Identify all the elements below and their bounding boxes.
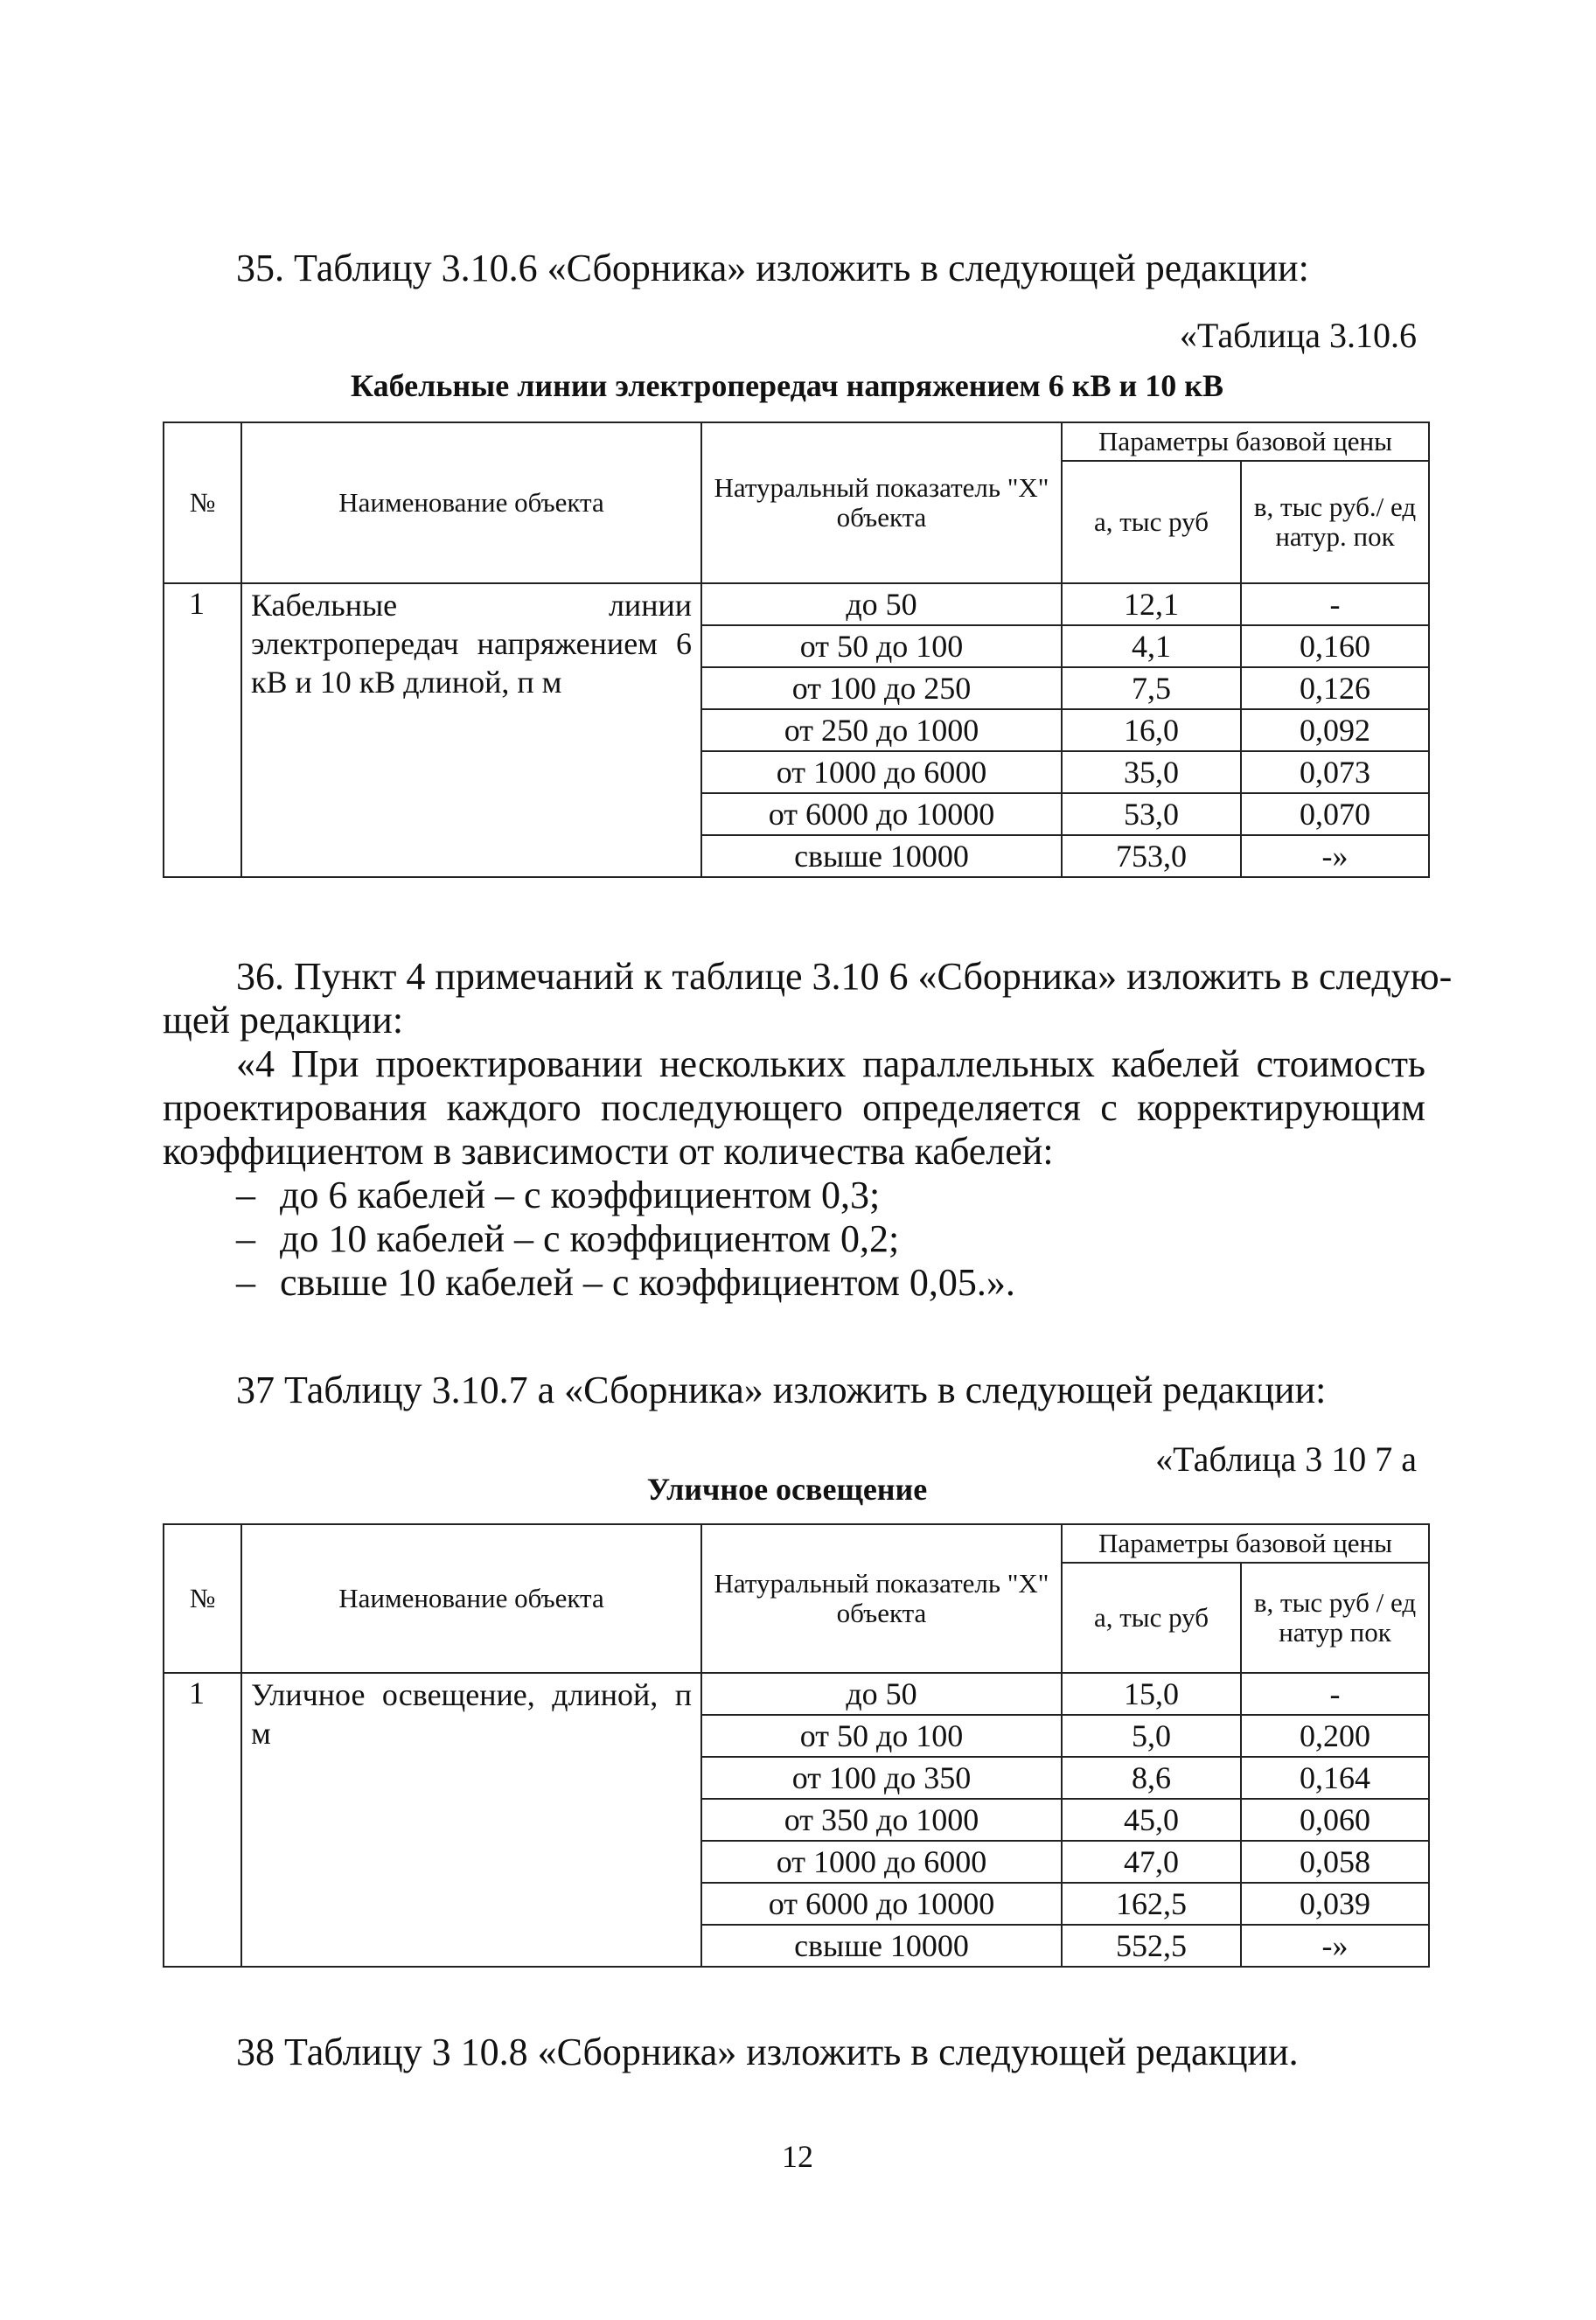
value-b: -	[1241, 583, 1429, 625]
table-3-10-6-label: «Таблица 3.10.6	[1179, 316, 1417, 355]
value-a: 47,0	[1062, 1841, 1241, 1883]
value-b: -	[1241, 1673, 1429, 1715]
bullet-item: до 10 кабелей – с коэффициентом 0,2;	[280, 1217, 900, 1260]
value-b: 0,164	[1241, 1757, 1429, 1799]
indicator-range: до 50	[701, 583, 1062, 625]
table-3-10-7a-label: «Таблица 3 10 7 а	[1155, 1439, 1417, 1479]
value-a: 45,0	[1062, 1799, 1241, 1841]
header-base-price-params: Параметры базовой цены	[1062, 1524, 1429, 1563]
value-b: 0,058	[1241, 1841, 1429, 1883]
value-a: 15,0	[1062, 1673, 1241, 1715]
section-36-heading-line2: щей редакции:	[163, 999, 404, 1042]
header-indicator: Натуральный показатель "X" объекта	[701, 422, 1062, 583]
note-4-line3: коэффициентом в зависимости от количества кабелей:	[163, 1130, 1054, 1173]
value-a: 4,1	[1062, 625, 1241, 667]
indicator-range: от 50 до 100	[701, 625, 1062, 667]
value-a: 12,1	[1062, 583, 1241, 625]
header-a: а, тыс руб	[1062, 1563, 1241, 1673]
header-b: в, тыс руб./ ед натур. пок	[1241, 461, 1429, 583]
header-no: №	[164, 1524, 241, 1673]
header-a: а, тыс руб	[1062, 461, 1241, 583]
value-a: 162,5	[1062, 1883, 1241, 1925]
value-a: 7,5	[1062, 667, 1241, 709]
value-b: 0,200	[1241, 1715, 1429, 1757]
indicator-range: от 6000 до 10000	[701, 1883, 1062, 1925]
value-a: 753,0	[1062, 835, 1241, 877]
header-base-price-params: Параметры базовой цены	[1062, 422, 1429, 461]
value-b: 0,073	[1241, 751, 1429, 793]
value-b: 0,060	[1241, 1799, 1429, 1841]
section-36-heading-line1: 36. Пункт 4 примечаний к таблице 3.10 6 «Сборника» изложить в следую-	[236, 955, 1453, 998]
header-indicator: Натуральный показатель "X" объекта	[701, 1524, 1062, 1673]
value-a: 8,6	[1062, 1757, 1241, 1799]
indicator-range: от 1000 до 6000	[701, 751, 1062, 793]
indicator-range: свыше 10000	[701, 1925, 1062, 1967]
indicator-range: от 350 до 1000	[701, 1799, 1062, 1841]
bullet-item: до 6 кабелей – с коэффициентом 0,3;	[280, 1174, 881, 1216]
value-b: 0,092	[1241, 709, 1429, 751]
bullet-dash: –	[236, 1174, 255, 1216]
value-a: 5,0	[1062, 1715, 1241, 1757]
indicator-range: от 50 до 100	[701, 1715, 1062, 1757]
table-3-10-7a	[163, 1523, 1430, 1968]
value-a: 53,0	[1062, 793, 1241, 835]
bullet-dash: –	[236, 1217, 255, 1260]
value-a: 552,5	[1062, 1925, 1241, 1967]
indicator-range: от 1000 до 6000	[701, 1841, 1062, 1883]
section-38-heading: 38 Таблицу 3 10.8 «Сборника» изложить в следующей редакции.	[236, 2031, 1299, 2073]
table-3-10-7a-title: Уличное освещение	[646, 1472, 928, 1507]
value-b: 0,039	[1241, 1883, 1429, 1925]
value-b: 0,126	[1241, 667, 1429, 709]
value-a: 16,0	[1062, 709, 1241, 751]
section-35-heading: 35. Таблицу 3.10.6 «Сборника» изложить в следующей редакции:	[236, 247, 1309, 289]
bullet-item: свыше 10 кабелей – с коэффициентом 0,05.».	[280, 1261, 1015, 1304]
bullet-dash: –	[236, 1261, 255, 1304]
indicator-range: от 100 до 250	[701, 667, 1062, 709]
object-name: Кабельные линии электропередач напряжением 6 кВ и 10 кВ длиной, п м	[241, 583, 701, 877]
header-b: в, тыс руб / ед натур пок	[1241, 1563, 1429, 1673]
table-3-10-6-title: Кабельные линии электропередач напряжением 6 кВ и 10 кВ	[351, 368, 1223, 403]
indicator-range: от 6000 до 10000	[701, 793, 1062, 835]
note-4-line1: «4 При проектировании нескольких параллельных кабелей стоимость	[236, 1042, 1425, 1085]
note-4-line2: проектирования каждого последующего определяется с корректирующим	[163, 1086, 1425, 1129]
value-b: 0,160	[1241, 625, 1429, 667]
indicator-range: свыше 10000	[701, 835, 1062, 877]
indicator-range: от 100 до 350	[701, 1757, 1062, 1799]
page-number: 12	[782, 2139, 813, 2174]
value-b: -»	[1241, 835, 1429, 877]
section-37-heading: 37 Таблицу 3.10.7 а «Сборника» изложить в следующей редакции:	[236, 1369, 1327, 1411]
indicator-range: до 50	[701, 1673, 1062, 1715]
header-object-name: Наименование объекта	[241, 422, 701, 583]
header-no: №	[164, 422, 241, 583]
table-3-10-6	[163, 422, 1430, 878]
row-number: 1	[164, 1673, 241, 1967]
row-number: 1	[164, 583, 241, 877]
value-b: 0,070	[1241, 793, 1429, 835]
header-object-name: Наименование объекта	[241, 1524, 701, 1673]
value-a: 35,0	[1062, 751, 1241, 793]
value-b: -»	[1241, 1925, 1429, 1967]
object-name: Уличное освещение, длиной, п м	[241, 1673, 701, 1967]
indicator-range: от 250 до 1000	[701, 709, 1062, 751]
